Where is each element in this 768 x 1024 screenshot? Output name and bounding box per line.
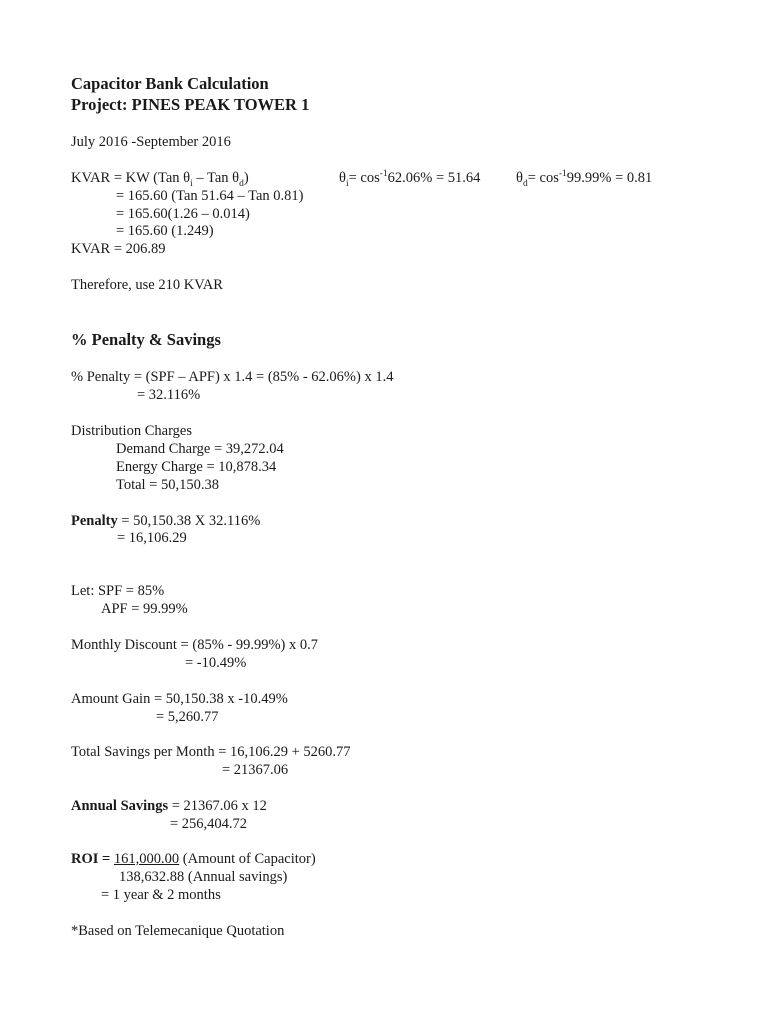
theta-subscript-i: i [345,178,349,189]
theta-d-value: 99.99% = 0.81 [566,170,653,186]
amount-gain-formula: Amount Gain = 50,150.38 x -10.49% [71,691,288,707]
theta-i-equals: = cos [348,170,380,186]
project-name: Project: PINES PEAK TOWER 1 [71,95,310,114]
annual-savings-result: = 256,404.72 [170,816,248,832]
kvar-step-2: = 165.60(1.26 – 0.014) [116,206,250,222]
kvar-formula [71,169,249,187]
penalty-label: Penalty [71,513,118,529]
kvar-conclusion: Therefore, use 210 KVAR [71,277,223,293]
penalty-formula-text: = 50,150.38 X 32.116% [117,513,261,529]
let-spf: Let: SPF = 85% [71,583,165,599]
penalty-formula [71,512,260,530]
theta-symbol: θ [232,170,240,186]
roi-label: ROI = [71,851,114,867]
theta-i-definition [339,169,480,187]
theta-i-value: 62.06% = 51.64 [387,170,481,186]
total-savings-formula: Total Savings per Month = 16,106.29 + 5260.77 [71,744,351,760]
inverse-superscript: -1 [379,169,388,180]
theta-subscript-d: d [522,178,528,189]
roi-formula [71,850,316,868]
theta-symbol: θ [339,170,346,186]
monthly-discount-formula: Monthly Discount = (85% - 99.99%) x 0.7 [71,637,319,653]
roi-result: = 1 year & 2 months [101,887,221,903]
distribution-total: Total = 50,150.38 [116,477,220,493]
theta-subscript-i: i [190,178,193,189]
penalty-percent-formula: % Penalty = (SPF – APF) x 1.4 = (85% - 62.06%) x 1.4 [71,369,394,385]
kvar-step-3: = 165.60 (1.249) [116,223,214,239]
theta-d-equals: = cos [527,170,559,186]
theta-d-definition [516,169,652,187]
inverse-superscript: -1 [558,169,567,180]
kvar-step-1: = 165.60 (Tan 51.64 – Tan 0.81) [116,188,304,204]
document-title: Capacitor Bank Calculation [71,74,269,93]
footnote: *Based on Telemecanique Quotation [71,923,285,939]
kvar-result: KVAR = 206.89 [71,241,166,257]
roi-numerator: 161,000.00 [113,851,180,867]
kvar-formula-text: KVAR = KW (Tan [71,170,184,186]
amount-gain-result: = 5,260.77 [156,709,219,725]
penalty-percent-result: = 32.116% [137,387,201,403]
kvar-formula-minus: – Tan [192,170,233,186]
penalty-savings-heading: % Penalty & Savings [71,330,221,349]
roi-denominator: 138,632.88 (Annual savings) [119,869,288,885]
total-savings-result: = 21367.06 [222,762,289,778]
energy-charge: Energy Charge = 10,878.34 [116,459,277,475]
theta-symbol: θ [516,170,523,186]
roi-numerator-note: (Amount of Capacitor) [179,851,316,867]
theta-subscript-d: d [239,178,244,189]
annual-savings-formula-text: = 21367.06 x 12 [168,798,267,814]
distribution-heading: Distribution Charges [71,423,192,439]
let-apf: APF = 99.99% [101,601,188,617]
demand-charge: Demand Charge = 39,272.04 [116,441,284,457]
annual-savings-formula [71,797,267,815]
theta-symbol: θ [183,170,191,186]
penalty-result: = 16,106.29 [117,530,187,546]
annual-savings-label: Annual Savings [71,798,169,814]
billing-period: July 2016 -September 2016 [71,134,231,150]
kvar-formula-close: ) [243,170,249,186]
monthly-discount-result: = -10.49% [185,655,247,671]
